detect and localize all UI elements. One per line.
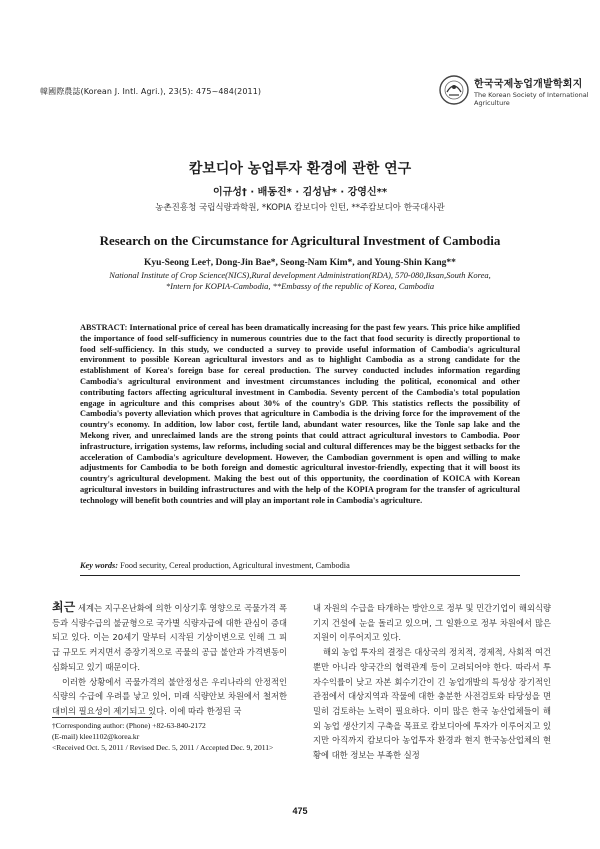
keywords-label: Key words: bbox=[80, 561, 119, 570]
page-number: 475 bbox=[292, 806, 308, 816]
body-paragraph bbox=[52, 600, 287, 675]
body-paragraph: 이러한 상황에서 곡물가격의 불안정성은 우리나라의 안정적인 식량의 수급에 우려를 낳고 있어, 미래 식량안보 차원에서 철저한 대비의 필요성이 제기되고 있다. 이에 따라 한정된 국 bbox=[52, 676, 287, 716]
body-text: 세계는 지구온난화에 의한 이상기후 영향으로 곡물가격 폭등과 식량수급의 불균형으로 국가별 식량자급에 대한 관심이 증대되고 있다. 이는 20세기 말부터 시작된 기상이변으로 인해 그 피급 규모도 커지면서 증장기적으로 곡물의 공급 불안과 가격변동이 심화되고 있기 때문이다. bbox=[52, 603, 287, 672]
footnote-dates: <Received Oct. 5, 2011 / Revised Dec. 5, 2011 / Accepted Dec. 9, 2011> bbox=[52, 743, 274, 752]
footnote-divider bbox=[52, 717, 152, 718]
keywords-divider bbox=[80, 575, 520, 576]
body-paragraph: 해외 농업 투자의 결정은 대상국의 정치적, 경제적, 사회적 여건뿐만 아니라 양국간의 협력관계 등이 고려되어야 한다. 따라서 투자수익률이 낮고 자본 회수기간이 긴 농업개발의 특성상 장기적인 관점에서 대상지역과 작물에 대한 충분한 사전검토와 타당성을 면밀히 검토하는 노력이 필요하다. 이미 많은 한국 농산업체들이 해외 농업 생산기지 구축을 목표로 캄보디아에 투자가 이루어지고 있지만 아직까지 캄보디아 농업투자 환경과 현지 한국농산업체의 현황에 대한 정보는 부족한 실정 bbox=[313, 647, 551, 761]
abstract: ABSTRACT: International price of cereal has been dramatically increasing for the past few years. This price hike amplified the importance of food self-sufficiency in numerous countries due to the fact that food security is directly proportional to food self-sufficiency. In this study, we conducted a survey to provide useful information of Cambodia's agricultural environment to possible Korean agricultural investors and as to highlight Cambodia as a strong candidate for the establishment of Korea's foreign base for cereal production. The survey conducted includes information regarding Cambodia's agricultural environment and investment circumstances including the political, economical and other contributing factors affecting agricultural investment in Cambodia. Seventy percent of the Cambodia's total population engage in agriculture and this comprises about 30% of the country's GDP. This statistics reflects the possibility of Cambodia's poverty alleviation which proves that agriculture in Cambodia is the driving force for the improvement of the country's economy. In addition, low labor cost, fertile land, abundant water resources, like the Tonle sap lake and the Mekong river, and unreclaimed lands are the strong points that could attract agricultural investors to Cambodia. Poor infrastructure, irrigation systems, law reforms, including social and cultural differences may be the biggest setbacks for the acceleration of Cambodia's agriculture development. However, the Cambodian government is open and willing to make adjustments for Cambodia to be both foreign and domestic agricultural investor-friendly, expecting that it will boost its country's agricultural development. Making the best out of this opportunity, the coordination of KOICA with Korean agricultural investors in building infrastructures and with the help of the KOPIA program for the transfer of agricultural technology will benefit both countries and will play an important role in Cambodia's agriculture. bbox=[80, 323, 520, 505]
paper-title-korean: 캄보디아 농업투자 환경에 관한 연구 bbox=[188, 161, 412, 177]
body-column-right bbox=[313, 601, 551, 763]
authors-english: Kyu-Seong Lee†, Dong-Jin Bae*, Seong-Nam Kim*, and Young-Shin Kang** bbox=[144, 258, 456, 268]
keywords bbox=[80, 561, 520, 570]
journal-reference: 韓國際農誌(Korean J. Intl. Agri.), 23(5): 475~484(2011) bbox=[40, 87, 262, 96]
footnote-corresponding: †Corresponding author: (Phone) +82-63-840-2172 bbox=[52, 721, 206, 730]
body-paragraph: 내 자원의 수급을 타개하는 방안으로 정부 및 민간기업이 해외식량기지 건설에 눈을 돌리고 있으며, 그 일환으로 정부 차원에서 많은 지원이 이루어지고 있다. bbox=[313, 603, 551, 643]
keywords-list: Food security, Cereal production, Agricultural investment, Cambodia bbox=[120, 561, 350, 570]
society-emblem-icon bbox=[438, 74, 470, 106]
affiliation-english-line-1: National Institute of Crop Science(NICS),Rural development Administration(RDA), 570-080,Iksan,South Korea, bbox=[109, 270, 491, 280]
footnote-email: (E-mail) klee1102@korea.kr bbox=[52, 732, 140, 741]
dropcap-word: 최근 bbox=[52, 600, 76, 614]
footnotes bbox=[52, 720, 312, 753]
paper-title-english: Research on the Circumstance for Agricultural Investment of Cambodia bbox=[99, 233, 501, 248]
society-name-korean: 한국국제농업개발학회지 bbox=[474, 79, 583, 90]
authors-korean: 이규성† · 배동진* · 김성남* · 강영신** bbox=[212, 187, 388, 198]
body-column-left bbox=[52, 600, 287, 719]
affiliation-korean: 농촌진흥청 국립식량과학원, *KOPIA 캄보디아 인턴, **주캄보디아 한국대사관 bbox=[155, 203, 445, 213]
society-name-english: The Korean Society of International Agriculture bbox=[474, 91, 589, 107]
affiliation-english-line-2: *Intern for KOPIA-Cambodia, **Embassy of the republic of Korea, Cambodia bbox=[165, 281, 435, 291]
affiliation-english bbox=[60, 270, 540, 292]
